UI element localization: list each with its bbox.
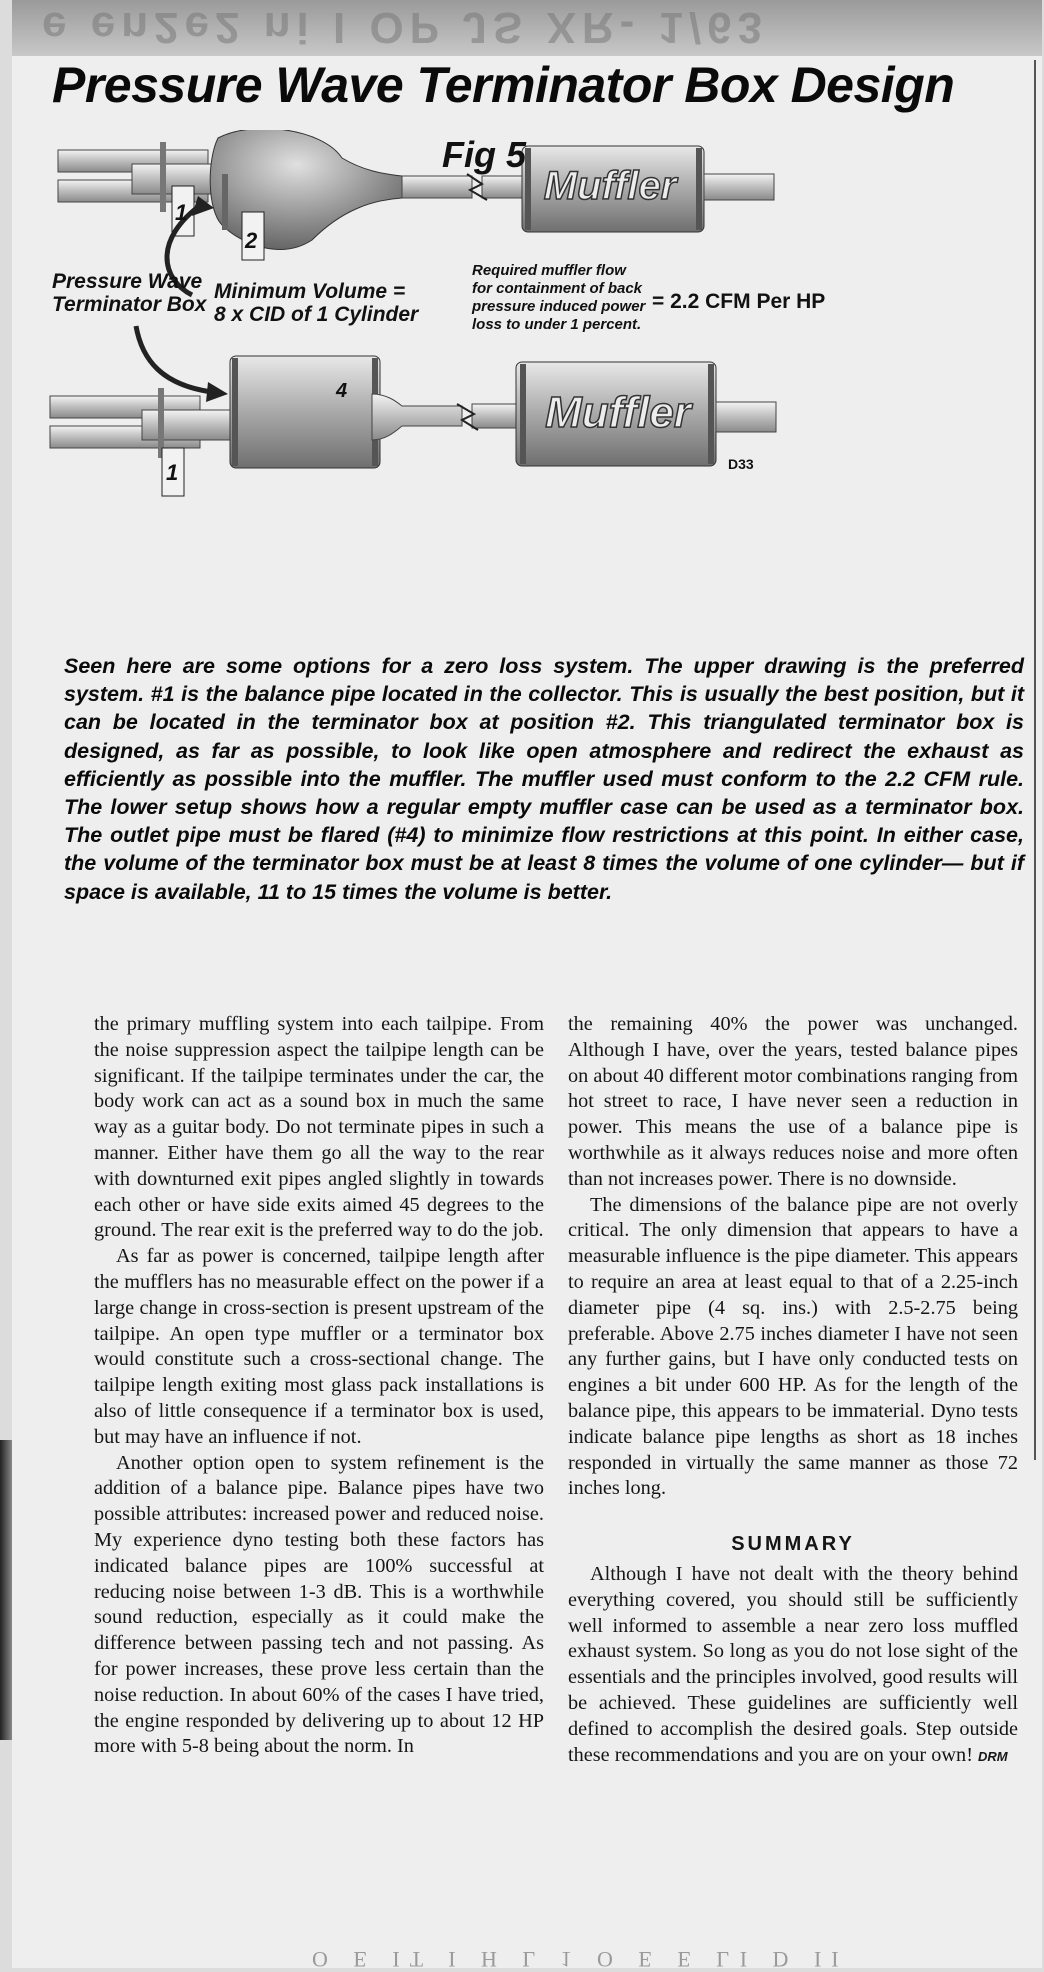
paragraph: As far as power is concerned, tailpipe length after the mufflers has no measurable effect on the power if a large change in cross-section is present upstream of the tailpipe. An open type muffler or a terminator box would constitute such a cross-sectional change. The tailpipe length exiting most glass pack installations is also of little consequence if a terminator box is used, but may have an influence if not. (94, 1245, 544, 1448)
magazine-page (12, 0, 1042, 1972)
paragraph: Another option open to system refinement is the addition of a balance pipe. Balance pipes have two possible attributes: increased power and reduced noise. My experience dyno testing both these factors has indicated balance pipes are 100% successful at reducing noise between 1-3 dB. This is a worthwhile sound reduction, especially as it could make the difference between passing tech and not passing. As for power increases, these prove less certain than the noise reduction. In about 60% of the cases I have tried, the engine responded by delivering up to about 12 HP more with 5-8 being about the norm. In (94, 1451, 544, 1758)
paragraph: the primary muffling system into each tailpipe. From the noise suppression aspect the tailpipe length can be significant. If the tailpipe terminates under the car, the body work can act as a sound box in much the same way as a guitar body. Do not terminate pipes in such a manner. Either have them go all the way to the rear with downturned exit pipes angled slightly in towards each other or have side exits aimed 45 degrees to the ground. The rear exit is the preferred way to do the job. (94, 1013, 544, 1242)
page-top-edge (12, 0, 1042, 56)
author-signoff: DRM (978, 1748, 1008, 1764)
right-column-rule (1034, 60, 1036, 1460)
body-column-left (94, 1012, 544, 1760)
marker-4: 4 (336, 380, 348, 402)
flow-note-line-3: pressure induced power (472, 298, 646, 315)
flow-note-line-2: for containment of back (472, 280, 643, 297)
marker-2: 2 (245, 228, 258, 253)
volume-line2: 8 x CID of 1 Cylinder (214, 303, 419, 326)
flow-note-line-1: Required muffler flow (472, 262, 626, 279)
figure-code: D33 (728, 456, 754, 472)
figure-caption: Seen here are some options for a zero loss system. The upper drawing is the preferred system. #1 is the balance pipe located in the collector. This is usually the best position, but it can be located in the terminator box at position #2. This triangulated terminator box is designed, as far as possible, to look like open atmosphere and redirect the exhaust as efficiently as possible into the muffler. The muffler used must conform to the 2.2 CFM rule. The lower setup shows how a regular empty muffler case can be used as a terminator box. The outlet pipe must be flared (#4) to minimize flow restrictions at this point. In either case, the volume of the terminator box must be at least 8 times the volume of one cylinder— but if space is available, 11 to 15 times the volume is better. (64, 654, 1024, 904)
flow-rule-label: = 2.2 CFM Per HP (652, 290, 826, 313)
summary-heading: SUMMARY (731, 1533, 855, 1556)
muffler-label-lower: Muffler (545, 388, 691, 437)
summary-text: Although I have not dealt with the theory behind everything covered, you should still be sufficiently well informed to assemble a near zero loss muffled exhaust system. So long as you do not lose sight of the essentials and the principles involved, good results will be achieved. These guidelines are sufficiently well defined to accomplish the desired goals. Step outside these recommendations and you are on your own! (568, 1562, 1018, 1766)
flow-note-line-4: loss to under 1 percent. (472, 316, 642, 333)
terminator-label-line2: Terminator Box (52, 293, 207, 316)
exhaust-diagram-figure (42, 130, 1012, 660)
terminator-box-label (52, 270, 206, 316)
marker-1-lower: 1 (166, 460, 179, 485)
summary-paragraph (568, 1562, 1018, 1769)
terminator-label-line1: Pressure Wave (52, 270, 203, 293)
bleed-through-text-top: e en2e2 ni I OP JS XR- 1/63 (42, 3, 769, 52)
paragraph: The dimensions of the balance pipe are not overly critical. The only dimension that appears to have a measurable influence is the pipe diameter. This appears to require an area at least equal to that of a 2.25-inch diameter pipe (4 sq. ins.) with 2.5-2.75 being preferable. Above 2.75 inches diameter I have not seen any further gains, but I have only conducted tests on engines a bit under 600 HP. As for the length of the balance pipe, this appears to be immaterial. Dyno tests indicate balance pipe lengths as short as 18 inches responded in virtually the same manner as those 72 inches long. (568, 1193, 1018, 1500)
body-column-right (568, 1012, 1018, 1769)
binding-shadow (0, 1440, 12, 1740)
bleed-through-text-bottom: O E IT I H L 1 O E E LI D II (312, 1947, 849, 1972)
volume-line1: Minimum Volume = (214, 280, 406, 303)
muffler-flow-note (472, 262, 645, 334)
page-title: Pressure Wave Terminator Box Design (52, 57, 955, 113)
paragraph: the remaining 40% the power was unchanged. Although I have, over the years, tested balance pipes on about 40 different motor combinations ranging from hot street to race, I have never seen a reduction in power. This means the use of a balance pipe is worthwhile as it always reduces noise and more often than not increases power. There is no downside. (568, 1013, 1018, 1190)
marker-1-upper: 1 (175, 200, 188, 225)
figure-label: Fig 5 (442, 134, 527, 175)
minimum-volume-label (214, 280, 418, 326)
muffler-label-upper: Muffler (543, 164, 677, 208)
